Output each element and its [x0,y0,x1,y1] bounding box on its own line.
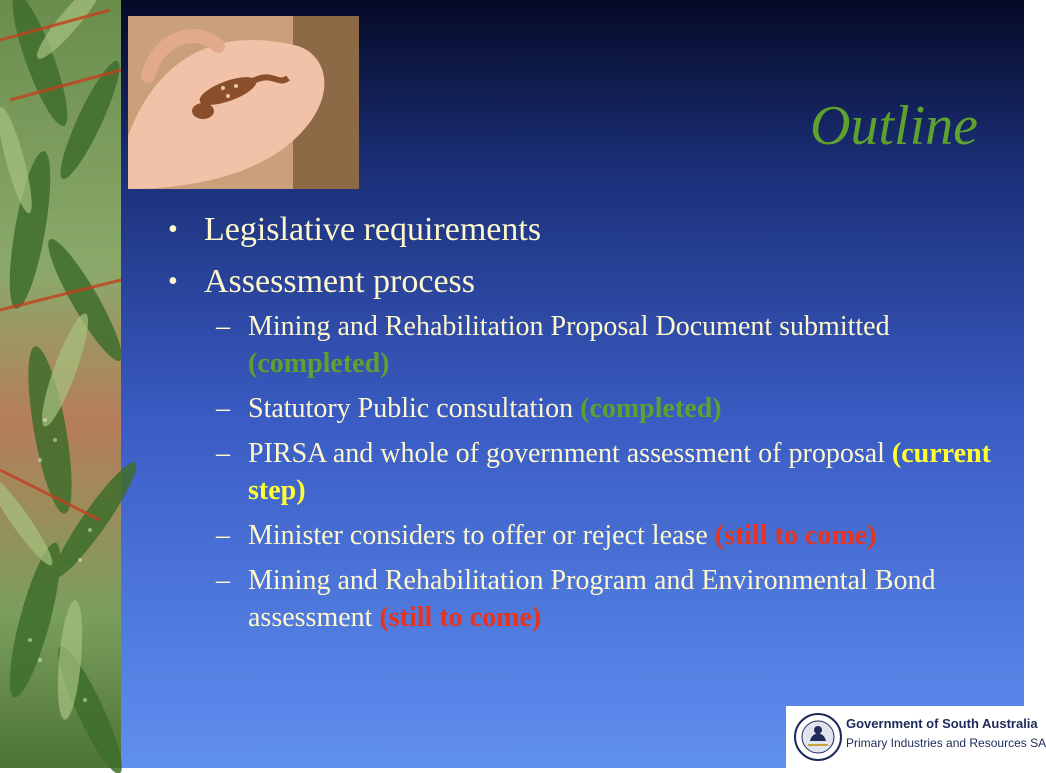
sub-item [204,562,1020,636]
sub-item [204,390,1020,427]
bullet-item [160,262,1020,636]
dash-marker: – [216,393,230,424]
status-completed: (completed) [580,393,722,424]
bullet-item [160,210,1020,250]
dash-marker: – [216,565,230,596]
status-still-to-come: (still to come) [714,520,877,551]
dash-marker: – [216,311,230,342]
logo-government-text: Government of South Australia [846,716,1038,731]
sub-item-text: Mining and Rehabilitation Proposal Document submitted [248,311,890,342]
outline-list [160,210,1020,648]
status-still-to-come: (still to come) [379,602,542,633]
bullet-marker: • [168,266,178,297]
sub-item-text: Mining and Rehabilitation Program and Environmental Bond assessment [248,565,936,633]
sub-item-text: Statutory Public consultation [248,393,581,424]
sub-item-text: Minister considers to offer or reject lease [248,520,715,551]
status-completed: (completed) [248,348,390,379]
status-current-step: (current step) [248,438,991,506]
sub-item [204,517,1020,554]
logo-department-text: Primary Industries and Resources SA [846,736,1046,750]
sub-item [204,308,1020,382]
bullet-text: Legislative requirements [204,211,542,248]
dash-marker: – [216,520,230,551]
sub-list [204,308,1020,636]
lizard-in-hand-photo [128,16,359,189]
sub-item [204,435,1020,509]
dash-marker: – [216,438,230,469]
state-seal-icon [792,711,844,763]
bullet-text: Assessment process [204,263,476,300]
bullet-marker: • [168,214,178,245]
sub-item-text: PIRSA and whole of government assessment of proposal [248,438,892,469]
slide-title: Outline [810,95,978,157]
eucalyptus-leaves-image [0,0,121,768]
government-logo [786,706,1046,768]
